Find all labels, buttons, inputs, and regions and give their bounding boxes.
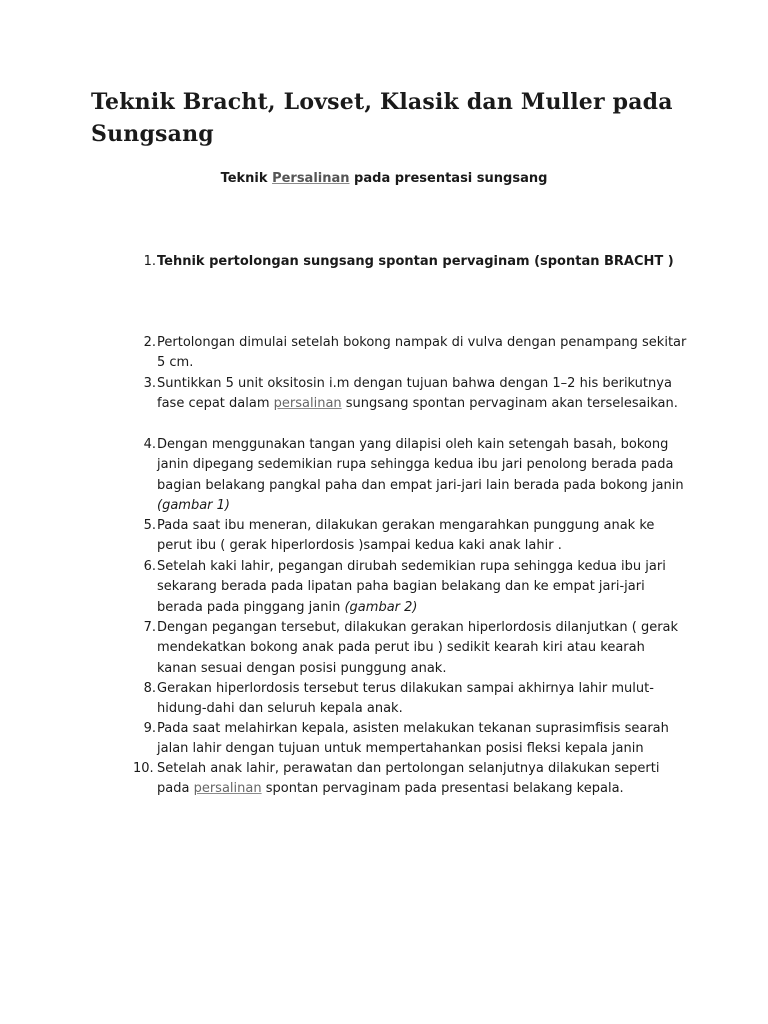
list-item-text <box>157 435 688 516</box>
list-item-text <box>157 759 688 800</box>
list-item-text: Dengan pegangan tersebut, dilakukan gerakan hiperlordosis dilanjutkan ( gerak mendekatkan bokong anak pada perut ibu ) sedikit kearah kiri atau kearah kanan sesuai dengan posisi punggung anak. <box>157 620 679 676</box>
list-item-text-before: Suntikkan 5 unit oksitosin i.m dengan tujuan bahwa dengan 1–2 his berikutnya fase cepat dalam <box>157 376 672 412</box>
list-item-2 <box>128 333 688 374</box>
persalinan-link[interactable]: Persalinan <box>272 171 350 186</box>
list-item-text <box>157 374 688 415</box>
list-item-9 <box>128 719 688 760</box>
list-item-3 <box>128 374 688 415</box>
list-item-number: 2. <box>143 335 156 350</box>
list-item-7 <box>128 618 688 679</box>
list-item-text: Tehnik pertolongan sungsang spontan pervaginam (spontan BRACHT ) <box>157 254 674 269</box>
list-item-number: 8. <box>143 681 156 696</box>
list-item-number: 4. <box>143 437 156 452</box>
list-item-text <box>157 557 688 618</box>
list-item-8 <box>128 679 688 720</box>
list-item-text: Gerakan hiperlordosis tersebut terus dilakukan sampai akhirnya lahir mulut-hidung-dahi dan seluruh kepala anak. <box>157 681 654 717</box>
figure-reference: (gambar 1) <box>157 497 230 513</box>
list-item-5 <box>128 516 688 557</box>
list-item-number: 10. <box>133 761 154 776</box>
subtitle-prefix: Teknik <box>220 171 273 186</box>
list-item-text-main: Dengan menggunakan tangan yang dilapisi oleh kain setengah basah, bokong janin dipegang sedemikian rupa sehingga kedua ibu jari penolong berada pada bagian belakang pangkal paha dan empat jari-jari lain berada pada bokong janin <box>157 437 684 493</box>
subtitle-suffix: pada presentasi sungsang <box>349 171 548 186</box>
list-item-6 <box>128 557 688 618</box>
list-item-10 <box>128 759 688 800</box>
list-item-text: Pada saat melahirkan kepala, asisten melakukan tekanan suprasimfisis searah jalan lahir dengan tujuan untuk mempertahankan posisi fleksi kepala janin <box>157 721 669 757</box>
list-item-1 <box>128 252 688 272</box>
list-item-number: 6. <box>143 559 156 574</box>
page-title: Teknik Bracht, Lovset, Klasik dan Muller pada Sungsang <box>91 89 673 147</box>
list-item-number: 1. <box>143 254 156 269</box>
list-item-number: 5. <box>143 518 156 533</box>
list-item-text: Pada saat ibu meneran, dilakukan gerakan mengarahkan punggung anak ke perut ibu ( gerak hiperlordosis )sampai kedua kaki anak lahir . <box>157 518 655 554</box>
list-item-text-after: sungsang spontan pervaginam akan terselesaikan. <box>341 396 678 412</box>
list-item-text-main: Setelah kaki lahir, pegangan dirubah sedemikian rupa sehingga kedua ibu jari sekarang berada pada lipatan paha bagian belakang dan ke empat jari-jari berada pada pinggang janin <box>157 559 666 615</box>
subtitle <box>0 170 768 188</box>
persalinan-link[interactable]: persalinan <box>273 396 342 412</box>
list-item-text-before: Setelah anak lahir, perawatan dan pertolongan selanjutnya dilakukan seperti pada <box>157 761 660 797</box>
figure-reference: (gambar 2) <box>344 599 418 615</box>
list-item-4 <box>128 435 688 516</box>
list-item-number: 9. <box>143 721 156 736</box>
list-item-text: Pertolongan dimulai setelah bokong nampak di vulva dengan penampang sekitar 5 cm. <box>157 335 687 371</box>
list-item-number: 7. <box>143 620 156 635</box>
list-item-text-after: spontan pervaginam pada presentasi belakang kepala. <box>261 781 624 797</box>
list-item-number: 3. <box>143 376 156 391</box>
persalinan-link[interactable]: persalinan <box>193 781 262 797</box>
